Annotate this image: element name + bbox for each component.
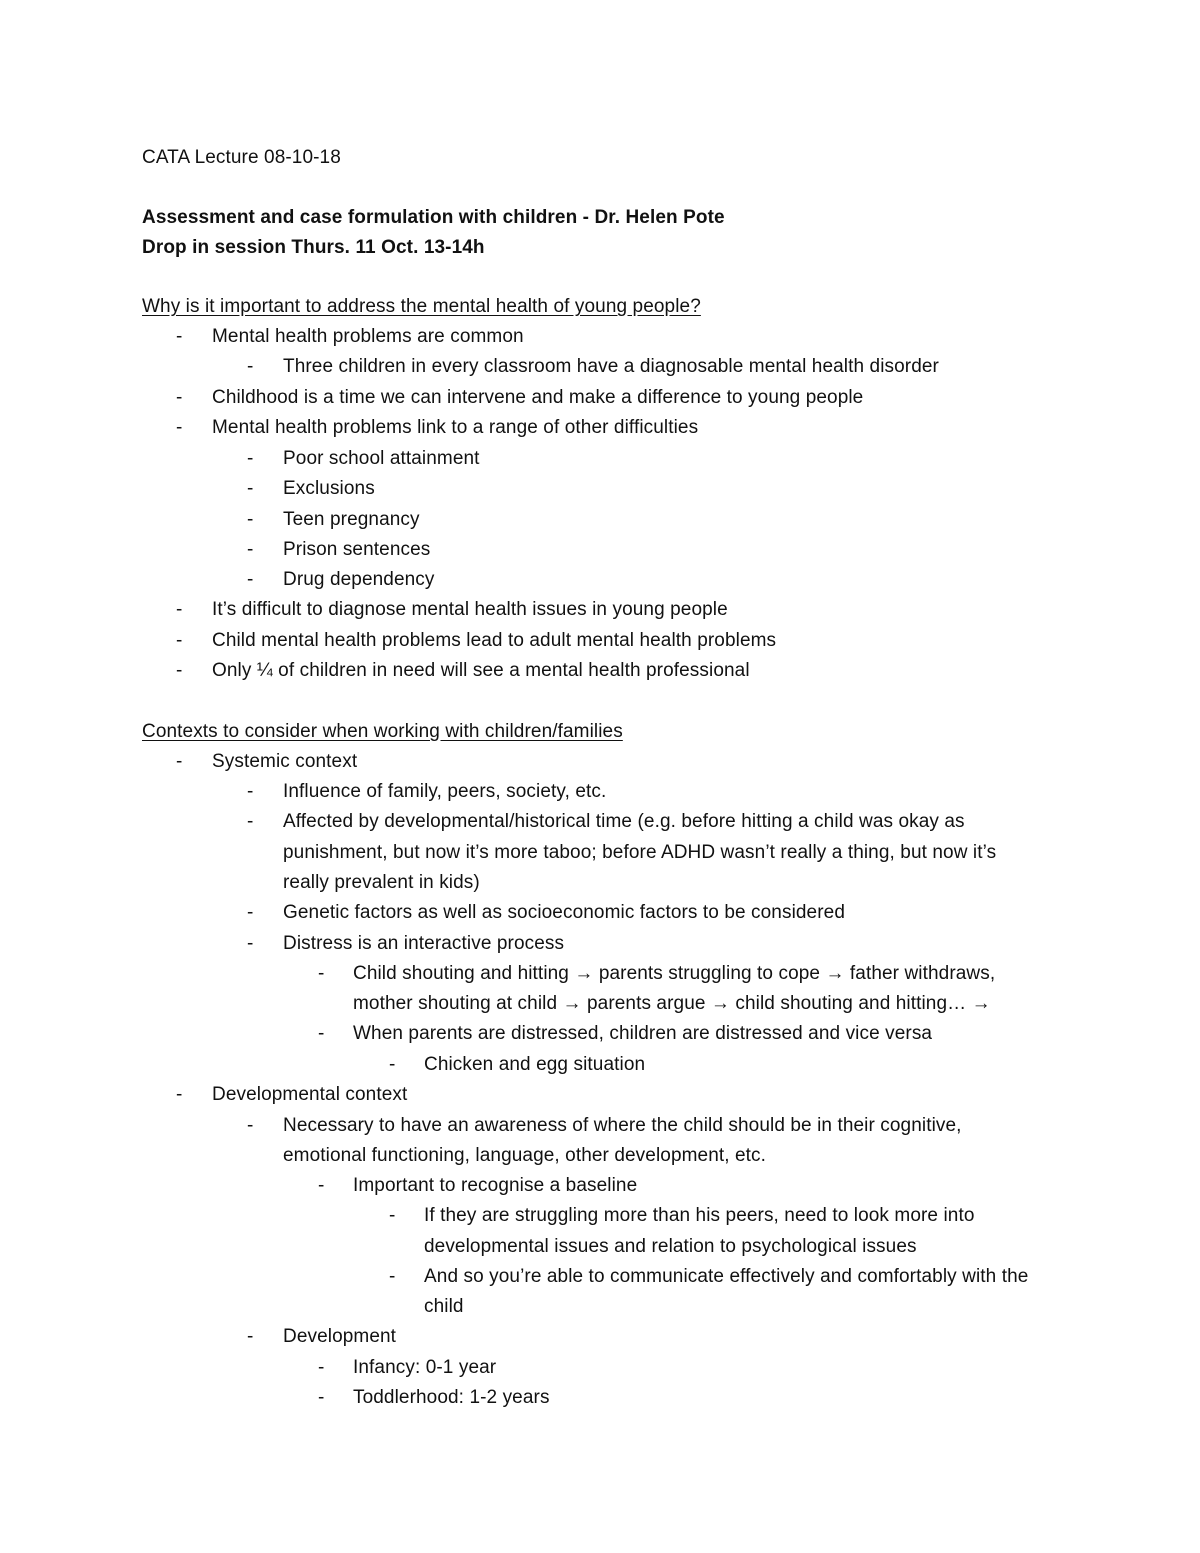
bullet-dash: - xyxy=(247,1326,254,1347)
list-item: Childhood is a time we can intervene and make a difference to young people xyxy=(212,387,864,408)
bullet-dash: - xyxy=(318,1387,325,1408)
bullet-dash: - xyxy=(318,1023,325,1044)
list-item: Development xyxy=(283,1326,397,1347)
list-item: Teen pregnancy xyxy=(283,509,420,530)
list-item: Important to recognise a baseline xyxy=(353,1175,638,1196)
list-item-continuation: developmental issues and relation to psychological issues xyxy=(424,1236,917,1257)
bullet-dash: - xyxy=(247,509,254,530)
list-item: Mental health problems link to a range of other difficulties xyxy=(212,417,699,438)
list-item: Mental health problems are common xyxy=(212,326,524,347)
bullet-dash: - xyxy=(247,356,254,377)
bullet-dash: - xyxy=(389,1266,396,1287)
bullet-dash: - xyxy=(247,478,254,499)
list-item: Infancy: 0-1 year xyxy=(353,1357,497,1378)
list-item: Prison sentences xyxy=(283,539,431,560)
bullet-dash: - xyxy=(176,387,183,408)
section-heading-importance: Why is it important to address the mental health of young people? xyxy=(142,296,701,317)
list-item: Distress is an interactive process xyxy=(283,933,565,954)
bullet-dash: - xyxy=(247,569,254,590)
bullet-dash: - xyxy=(389,1205,396,1226)
bullet-dash: - xyxy=(176,326,183,347)
bullet-dash: - xyxy=(176,417,183,438)
list-item-continuation: emotional functioning, language, other development, etc. xyxy=(283,1145,767,1166)
bullet-dash: - xyxy=(318,1175,325,1196)
section-heading-contexts: Contexts to consider when working with children/families xyxy=(142,721,623,742)
list-item: Necessary to have an awareness of where the child should be in their cognitive, xyxy=(283,1115,962,1136)
bullet-dash: - xyxy=(247,1115,254,1136)
bullet-dash: - xyxy=(247,539,254,560)
lecture-date-line: CATA Lecture 08-10-18 xyxy=(142,147,341,168)
list-item: Child mental health problems lead to adult mental health problems xyxy=(212,630,777,651)
bullet-dash: - xyxy=(318,963,325,984)
bullet-dash: - xyxy=(389,1054,396,1075)
list-item: Affected by developmental/historical time (e.g. before hitting a child was okay as xyxy=(283,811,965,832)
bullet-dash: - xyxy=(176,751,183,772)
list-item: Child shouting and hitting → parents struggling to cope → father withdraws, xyxy=(353,963,996,984)
list-item: Drug dependency xyxy=(283,569,435,590)
bullet-dash: - xyxy=(176,630,183,651)
bullet-dash: - xyxy=(318,1357,325,1378)
list-item-continuation: child xyxy=(424,1296,464,1317)
list-item: Genetic factors as well as socioeconomic factors to be considered xyxy=(283,902,845,923)
bullet-dash: - xyxy=(247,902,254,923)
list-item: Systemic context xyxy=(212,751,358,772)
list-item: Developmental context xyxy=(212,1084,408,1105)
list-item: Exclusions xyxy=(283,478,375,499)
list-item: It’s difficult to diagnose mental health issues in young people xyxy=(212,599,728,620)
bullet-dash: - xyxy=(176,599,183,620)
bullet-dash: - xyxy=(247,781,254,802)
bullet-dash: - xyxy=(176,1084,183,1105)
bullet-dash: - xyxy=(176,660,183,681)
bullet-dash: - xyxy=(247,811,254,832)
list-item: If they are struggling more than his peers, need to look more into xyxy=(424,1205,975,1226)
list-item: And so you’re able to communicate effectively and comfortably with the xyxy=(424,1266,1029,1287)
list-item: Influence of family, peers, society, etc. xyxy=(283,781,607,802)
list-item-continuation: mother shouting at child → parents argue → child shouting and hitting… → xyxy=(353,993,991,1014)
list-item: Chicken and egg situation xyxy=(424,1054,646,1075)
document-title: Assessment and case formulation with children - Dr. Helen Pote xyxy=(142,207,725,228)
list-item: Three children in every classroom have a diagnosable mental health disorder xyxy=(283,356,939,377)
list-item: Only ¼ of children in need will see a mental health professional xyxy=(212,660,750,681)
drop-in-session: Drop in session Thurs. 11 Oct. 13-14h xyxy=(142,237,485,258)
list-item-continuation: punishment, but now it’s more taboo; before ADHD wasn’t really a thing, but now it’s xyxy=(283,842,997,863)
list-item-continuation: really prevalent in kids) xyxy=(283,872,480,893)
list-item: When parents are distressed, children are distressed and vice versa xyxy=(353,1023,933,1044)
bullet-dash: - xyxy=(247,933,254,954)
list-item: Toddlerhood: 1-2 years xyxy=(353,1387,550,1408)
bullet-dash: - xyxy=(247,448,254,469)
list-item: Poor school attainment xyxy=(283,448,480,469)
